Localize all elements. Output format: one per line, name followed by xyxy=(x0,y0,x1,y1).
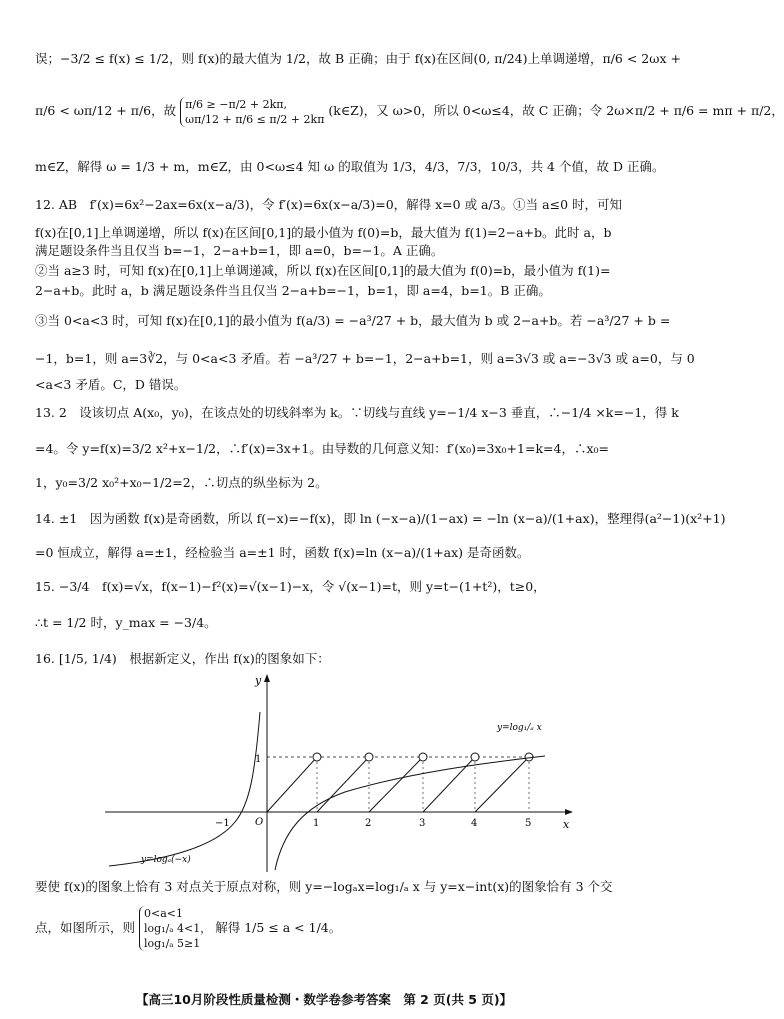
sawtooth-segment xyxy=(423,757,475,812)
open-endpoint xyxy=(471,753,479,761)
sawtooth-segment xyxy=(317,757,369,812)
q16-line: 16. [1/5, 1/4) 根据新定义，作出 f(x)的图象如下： xyxy=(35,651,330,666)
system-row: π/6 ≥ −π/2 + 2kπ, xyxy=(185,97,288,111)
text-line: 误；−3/2 ≤ f(x) ≤ 1/2，则 f(x)的最大值为 1/2，故 B 正确；由于 f(x)在区间(0, π/24)上单调递增，π/6 < 2ωx + xyxy=(35,51,681,66)
open-endpoint xyxy=(525,753,533,761)
system-row: ωπ/12 + π/6 ≤ π/2 + 2kπ xyxy=(185,112,325,126)
q13-line: 13. 2 设该切点 A(x₀，y₀)，在该点处的切线斜率为 k。∵切线与直线 y=−1/4 x−3 垂直，∴−1/4 ×k=−1，得 k xyxy=(35,405,679,420)
x-tick-label: −1 xyxy=(215,818,230,829)
open-endpoint xyxy=(419,753,427,761)
q13-line: =4。令 y=f(x)=3/2 x²+x−1/2，∴f′(x)=3x+1。由导数的几何意义知：f′(x₀)=3x₀+1=k=4，∴x₀= xyxy=(35,441,609,456)
curve-label: y=logₐ(−x) xyxy=(141,855,191,865)
text-segment: (k∈Z)，又 ω>0，所以 0<ω≤4，故 C 正确；令 2ω×π/2 + π/6 = mπ + π/2， xyxy=(328,103,784,118)
system-row: log₁/ₐ 4<1， xyxy=(144,922,212,935)
page-footer: 【高三10月阶段性质量检测・数学卷参考答案 第 2 页(共 5 页)】 xyxy=(135,992,513,1007)
log-curve-right xyxy=(275,756,545,870)
function-graph xyxy=(105,672,575,872)
y-axis-label: y xyxy=(255,674,262,687)
text-segment: π/6 < ωπ/12 + π/6，故 xyxy=(35,103,177,118)
q13-line: 1，y₀=3/2 x₀²+x₀−1/2=2，∴切点的纵坐标为 2。 xyxy=(35,475,328,490)
q12-line: −1，b=1，则 a=3∛2，与 0<a<3 矛盾。若 −a³/27 + b=−1，2−a+b=1，则 a=3√3 或 a=−3√3 或 a=0，与 0 xyxy=(35,351,695,366)
x-axis-arrow xyxy=(565,809,573,815)
text-line-with-system xyxy=(35,96,784,140)
open-endpoint xyxy=(365,753,373,761)
q14-line: =0 恒成立，解得 a=±1，经检验当 a=±1 时，函数 f(x)=ln (x−a)/(1+ax) 是奇函数。 xyxy=(35,545,530,560)
y-axis-arrow xyxy=(264,674,270,682)
x-tick-label: 2 xyxy=(365,818,372,829)
x-tick-label: 5 xyxy=(525,818,532,829)
sawtooth-segment xyxy=(267,757,317,812)
equation-system xyxy=(139,906,211,951)
open-endpoint xyxy=(313,753,321,761)
text-line: m∈Z，解得 ω = 1/3 + m，m∈Z，由 0<ω≤4 知 ω 的取值为 1/3，4/3，7/3，10/3，共 4 个值，故 D 正确。 xyxy=(35,159,665,174)
origin-label: O xyxy=(255,817,264,828)
y-tick-label: 1 xyxy=(255,754,262,765)
q12-line: ②当 a≥3 时，可知 f(x)在[0,1]上单调递减，所以 f(x)在区间[0,1]的最大值为 f(0)=b，最小值为 f(1)= xyxy=(35,263,611,278)
q12-line: f(x)在[0,1]上单调递增，所以 f(x)在区间[0,1]的最小值为 f(0)=b，最大值为 f(1)=2−a+b。此时 a，b xyxy=(35,225,612,240)
x-tick-label: 4 xyxy=(471,818,478,829)
equation-system xyxy=(180,97,324,127)
q16-line-with-system xyxy=(35,900,621,956)
curve-label: y=log₁/ₐ x xyxy=(497,723,542,733)
q12-line: 2−a+b。此时 a，b 满足题设条件当且仅当 2−a+b=−1，b=1，即 a=4，b=1。B 正确。 xyxy=(35,283,551,298)
x-tick-label: 3 xyxy=(419,818,426,829)
log-curve-left xyxy=(109,712,260,866)
q15-line: 15. −3/4 f(x)=√x，f(x−1)−f²(x)=√(x−1)−x，令 √(x−1)=t，则 y=t−(1+t²)，t≥0， xyxy=(35,579,546,594)
sawtooth-segment xyxy=(369,757,423,812)
q15-line: ∴t = 1/2 时，y_max = −3/4。 xyxy=(35,615,217,630)
x-tick-label: 1 xyxy=(313,818,320,829)
q12-line: ③当 0<a<3 时，可知 f(x)在[0,1]的最小值为 f(a/3) = −a³/27 + b，最大值为 b 或 2−a+b。若 −a³/27 + b = xyxy=(35,313,671,328)
x-axis-label: x xyxy=(563,818,570,831)
sawtooth-segment xyxy=(475,757,529,812)
system-row: 0<a<1 xyxy=(144,907,183,920)
q12-line: <a<3 矛盾。C，D 错误。 xyxy=(35,377,187,392)
q14-line: 14. ±1 因为函数 f(x)是奇函数，所以 f(−x)=−f(x)，即 ln (−x−a)/(1−ax) = −ln (x−a)/(1+ax)，整理得(a²−1)(x²+1) xyxy=(35,511,726,526)
system-row: log₁/ₐ 5≥1 xyxy=(144,937,201,950)
q12-line: 满足题设条件当且仅当 b=−1，2−a+b=1，即 a=0，b=−1。A 正确。 xyxy=(35,243,444,258)
text-segment: 点，如图所示，则 xyxy=(35,920,136,935)
q16-line: 要使 f(x)的图象上恰有 3 对点关于原点对称，则 y=−logₐx=log₁/ₐ x 与 y=x−int(x)的图象恰有 3 个交 xyxy=(35,879,613,894)
q12-line: 12. AB f′(x)=6x²−2ax=6x(x−a/3)，令 f′(x)=6x(x−a/3)=0，解得 x=0 或 a/3。①当 a≤0 时，可知 xyxy=(35,197,622,212)
text-segment: 解得 1/5 ≤ a < 1/4。 xyxy=(215,920,342,935)
